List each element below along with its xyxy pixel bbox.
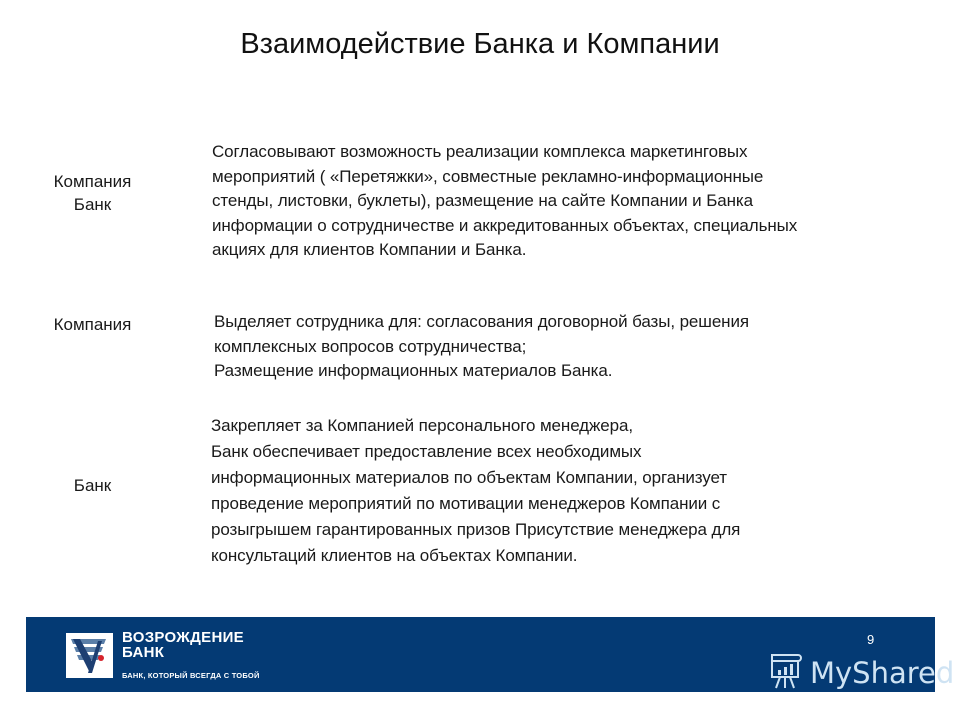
page-number: 9 bbox=[867, 632, 875, 647]
text-line: стенды, листовки, буклеты), размещение на сайте Компании и Банка bbox=[212, 191, 753, 210]
presentation-board-icon bbox=[768, 652, 804, 695]
bank-name-line: БАНК bbox=[122, 644, 165, 661]
text-line: информации о сотрудничестве и аккредитованных объектах, специальных bbox=[212, 215, 798, 235]
bank-name bbox=[122, 630, 244, 660]
myshared-watermark bbox=[768, 654, 954, 692]
label-line: Банк bbox=[73, 195, 112, 214]
text-line: проведение мероприятий по мотивации менеджеров Компании с bbox=[211, 494, 721, 513]
text-line: Банк обеспечивает предоставление всех необходимых bbox=[211, 442, 642, 461]
text-line: информационных материалов по объектам Компании, организует bbox=[211, 468, 727, 487]
text-line: Согласовывают возможность реализации комплекса маркетинговых bbox=[212, 142, 748, 161]
text-line: консультаций клиентов на объектах Компании. bbox=[211, 546, 578, 565]
bank-slogan: БАНК, КОТОРЫЙ ВСЕГДА С ТОБОЙ bbox=[122, 671, 260, 680]
slide-title: Взаимодействие Банка и Компании bbox=[240, 28, 720, 60]
text-line: Закрепляет за Компанией персонального менеджера, bbox=[211, 416, 633, 435]
row-label-company-bank bbox=[40, 170, 145, 216]
text-line: розыгрышем гарантированных призов Присутствие менеджера для bbox=[211, 520, 741, 539]
text-line: комплексных вопросов сотрудничества; bbox=[214, 336, 527, 356]
text-line: акциях для клиентов Компании и Банка. bbox=[212, 240, 527, 259]
row-text-bank bbox=[211, 413, 740, 569]
bank-name-line: ВОЗРОЖДЕНИЕ bbox=[122, 629, 244, 646]
watermark-text: MyShared bbox=[810, 656, 955, 690]
label-line: Банк bbox=[73, 476, 112, 495]
bank-logo-icon bbox=[66, 633, 113, 678]
text-line: Выделяет сотрудника для: согласования договорной базы, решения bbox=[214, 312, 749, 331]
text-line: Размещение информационных материалов Банка. bbox=[214, 361, 613, 380]
row-label-bank bbox=[40, 474, 145, 497]
label-line: Компания bbox=[53, 315, 132, 334]
text-line: мероприятий ( «Перетяжки», совместные рекламно-информационные bbox=[212, 166, 764, 186]
label-line: Компания bbox=[53, 172, 132, 191]
row-text-company-bank bbox=[212, 140, 797, 263]
row-text-company bbox=[214, 310, 749, 384]
row-label-company bbox=[40, 313, 145, 336]
